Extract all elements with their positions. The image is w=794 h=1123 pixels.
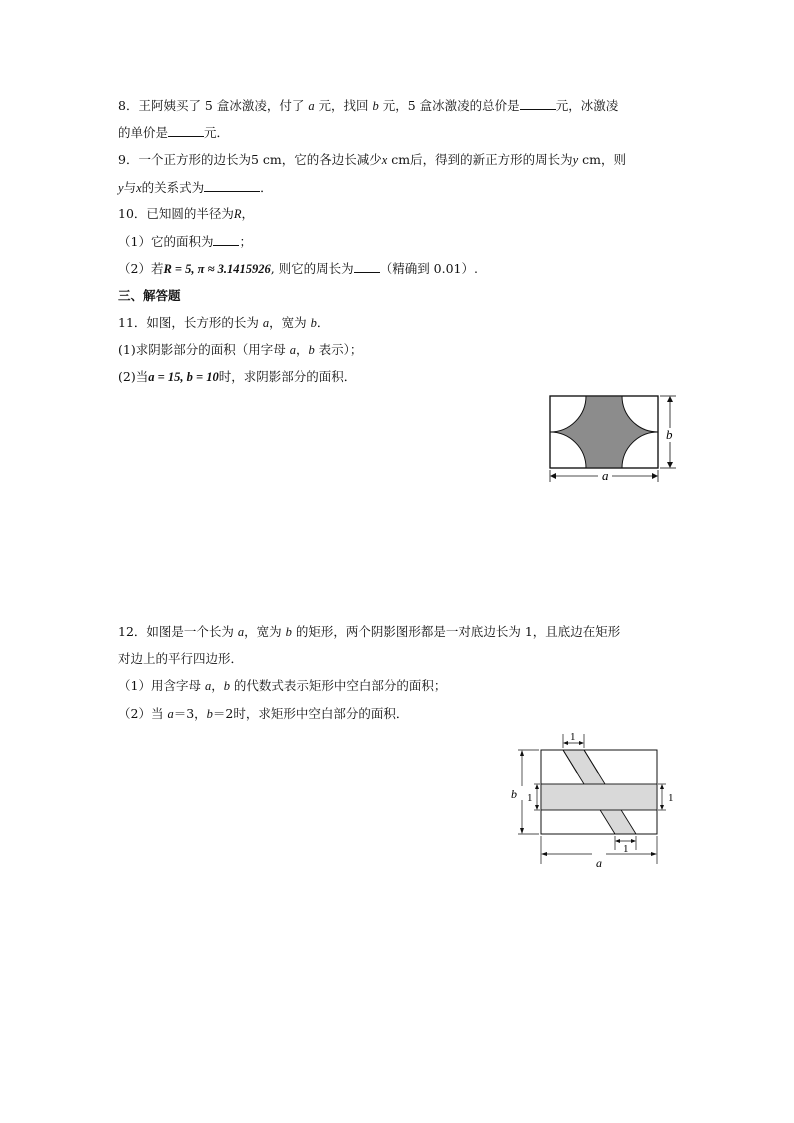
- arrow-right-icon: [631, 839, 636, 843]
- q11-text: (1)求阴影部分的面积（用字母: [118, 342, 290, 357]
- q11-text: (2)当: [118, 369, 149, 384]
- label-1-left: 1: [527, 792, 533, 804]
- q12-text: ，: [211, 678, 224, 693]
- q12-sub2: [118, 706, 408, 722]
- q9-text: 与: [123, 180, 137, 195]
- math-expression: a = 15, b = 10: [148, 370, 219, 384]
- var-b: b: [206, 707, 213, 721]
- var-b: b: [285, 625, 292, 639]
- section-heading: 三、解答题: [118, 288, 181, 303]
- q12-text: 的矩形，两个阴影图形都是一对底边长为 1，且底边在矩形: [291, 624, 621, 639]
- label-b: b: [666, 427, 673, 442]
- q8-text: 8．王阿姨买了 5 盒冰激凌，付了: [118, 98, 309, 113]
- q9-text: cm后，得到的新正方形的周长为: [387, 152, 573, 167]
- q11-text: 11．如图，长方形的长为: [118, 315, 263, 330]
- answer-blank: [168, 124, 204, 137]
- q11-text: ，: [295, 342, 309, 357]
- q10-text: （精确到 0.01）.: [379, 261, 478, 276]
- q9-line2: [118, 179, 273, 196]
- q12-text: ＝2时，求矩形中空白部分的面积．: [212, 706, 409, 721]
- var-a: a: [167, 707, 174, 721]
- var-a: a: [237, 625, 245, 639]
- q9-text: 9．一个正方形的边长为5 cm，它的各边长减少: [118, 152, 382, 167]
- var-y: y: [118, 181, 124, 195]
- var-a: a: [289, 343, 296, 357]
- arrow-up-icon: [535, 784, 539, 789]
- q12-text: （2）当: [118, 706, 168, 721]
- arrow-right-icon: [579, 741, 584, 745]
- q8-text: 元．: [204, 125, 230, 140]
- q12-figure: [508, 730, 688, 870]
- q9-text: ．: [260, 180, 273, 195]
- q8-text: 的单价是: [118, 125, 169, 140]
- q11-line1: [118, 315, 329, 331]
- var-x: x: [136, 181, 142, 195]
- q11-text: ．: [316, 315, 330, 330]
- q12-text: 12．如图是一个长为: [118, 624, 238, 639]
- q8-line2: [118, 124, 229, 141]
- q12-sub1: [118, 678, 446, 694]
- arrow-up-icon: [667, 396, 673, 402]
- q12-text: 的代数式表示矩形中空白部分的面积；: [229, 678, 447, 693]
- q10-text: , 则它的周长为: [270, 261, 354, 276]
- arrow-down-icon: [660, 805, 664, 810]
- q11-text: ，宽为: [269, 315, 311, 330]
- label-1-top: 1: [570, 731, 576, 743]
- q12-text: （1）用含字母: [118, 678, 205, 693]
- var-b: b: [372, 99, 379, 113]
- shaded-strip: [541, 784, 657, 810]
- arrow-left-icon: [615, 839, 620, 843]
- var-b: b: [310, 316, 317, 330]
- label-1-bottom: 1: [623, 843, 629, 855]
- q8-text: 元，5 盒冰激凌的总价是: [378, 98, 520, 113]
- label-a: a: [596, 856, 602, 870]
- answer-blank: [213, 233, 239, 246]
- arrow-up-icon: [520, 750, 524, 756]
- q10-text: ；: [239, 234, 252, 249]
- var-b: b: [223, 679, 230, 693]
- arrow-down-icon: [667, 462, 673, 468]
- answer-blank: [354, 260, 380, 273]
- q8-line1: [118, 97, 618, 114]
- arrow-left-icon: [550, 473, 556, 479]
- label-b: b: [511, 787, 517, 801]
- arrow-left-icon: [563, 741, 568, 745]
- q9-text: 的关系式为: [141, 180, 205, 195]
- arrow-up-icon: [660, 784, 664, 789]
- q12-line2: 对边上的平行四边形．: [118, 651, 244, 666]
- q10-line1: [118, 206, 254, 222]
- var-x: x: [381, 153, 388, 167]
- arrow-right-icon: [651, 852, 657, 856]
- q12-text: ＝3，: [173, 706, 207, 721]
- arrow-down-icon: [535, 805, 539, 810]
- q10-sub2: [118, 260, 478, 277]
- label-a: a: [602, 468, 609, 483]
- q10-text: （1）它的面积为: [118, 234, 214, 249]
- arrow-right-icon: [652, 473, 658, 479]
- q10-text: ，: [241, 206, 255, 221]
- q10-sub1: [118, 233, 252, 250]
- q12-line1: [118, 624, 620, 640]
- var-a: a: [204, 679, 212, 693]
- q11-sub1: [118, 342, 362, 358]
- q11-figure: [544, 392, 684, 484]
- q10-text: 10．已知圆的半径为: [118, 206, 234, 221]
- answer-blank: [520, 97, 556, 110]
- q10-text: （2）若: [118, 261, 164, 276]
- q9-text: cm，则: [578, 152, 627, 167]
- q9-line1: [118, 152, 626, 168]
- arrow-down-icon: [520, 828, 524, 834]
- q11-sub2: [118, 369, 356, 385]
- q8-text: 元，冰激凌: [555, 98, 619, 113]
- var-b: b: [308, 343, 315, 357]
- var-a: a: [308, 99, 315, 113]
- answer-blank: [204, 179, 260, 192]
- q11-text: 表示）；: [314, 342, 363, 357]
- q11-text: 时，求阴影部分的面积．: [218, 369, 357, 384]
- math-expression: R = 5, π ≈ 3.1415926: [163, 262, 271, 276]
- label-1-right: 1: [668, 792, 674, 804]
- var-a: a: [262, 316, 270, 330]
- var-R: R: [233, 207, 242, 221]
- var-y: y: [572, 153, 579, 167]
- q12-text: ，宽为: [244, 624, 286, 639]
- q8-text: 元，找回: [314, 98, 373, 113]
- arrow-left-icon: [541, 852, 547, 856]
